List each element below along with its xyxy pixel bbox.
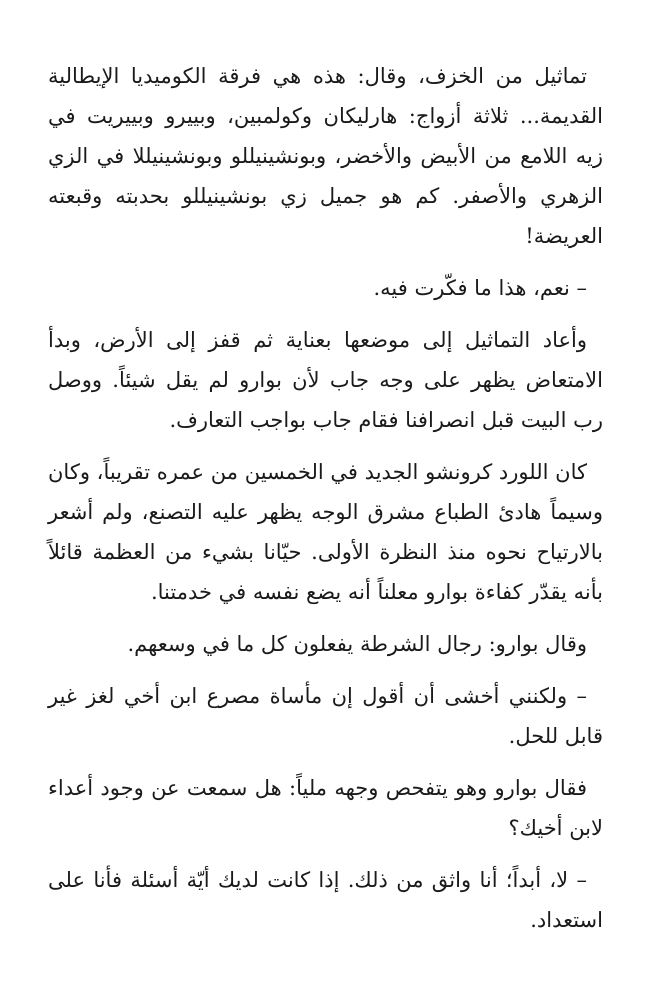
paragraph-7: فقال بوارو وهو يتفحص وجهه ملياً: هل سمعت عن وجود أعداء لابن أخيك؟	[48, 776, 603, 840]
paragraph-6: – ولكنني أخشى أن أقول إن مأساة مصرع ابن أخي لغز غير قابل للحل.	[48, 684, 603, 748]
paragraph-3: وأعاد التماثيل إلى موضعها بعناية ثم قفز إلى الأرض، وبدأ الامتعاض يظهر على وجه جاب لأن بوارو لم يقل شيئاً. ووصل رب البيت قبل انصرافنا فقام جاب بواجب التعارف.	[48, 328, 603, 432]
paragraph-2: – نعم، هذا ما فكّرت فيه.	[373, 276, 587, 300]
paragraph-4: كان اللورد كرونشو الجديد في الخمسين من عمره تقريباً، وكان وسيماً هادئ الطباع مشرق الوجه يظهر عليه التصنع، ولم أشعر بالارتياح نحوه منذ النظرة الأولى. حيّانا بشيء من العظمة قائلاً بأنه يقدّر كفاءة بوارو معلناً أنه يضع نفسه في خدمتنا.	[48, 460, 603, 604]
paragraph-8: – لا، أبداً؛ أنا واثق من ذلك. إذا كانت لديك أيّة أسئلة فأنا على استعداد.	[48, 868, 603, 932]
paragraph-1: تماثيل من الخزف، وقال: هذه هي فرقة الكوميديا الإيطالية القديمة... ثلاثة أزواج: هارليكان وكولمبين، وبييرو وبييريت في زيه اللامع من الأبيض والأخضر، وبونشينيللو وبونشينيللا في الزي الزهري والأصفر. كم هو جميل زي بونشينيللو بحدبته وقبعته العريضة!	[48, 64, 603, 248]
paragraph-5: وقال بوارو: رجال الشرطة يفعلون كل ما في وسعهم.	[127, 632, 587, 656]
